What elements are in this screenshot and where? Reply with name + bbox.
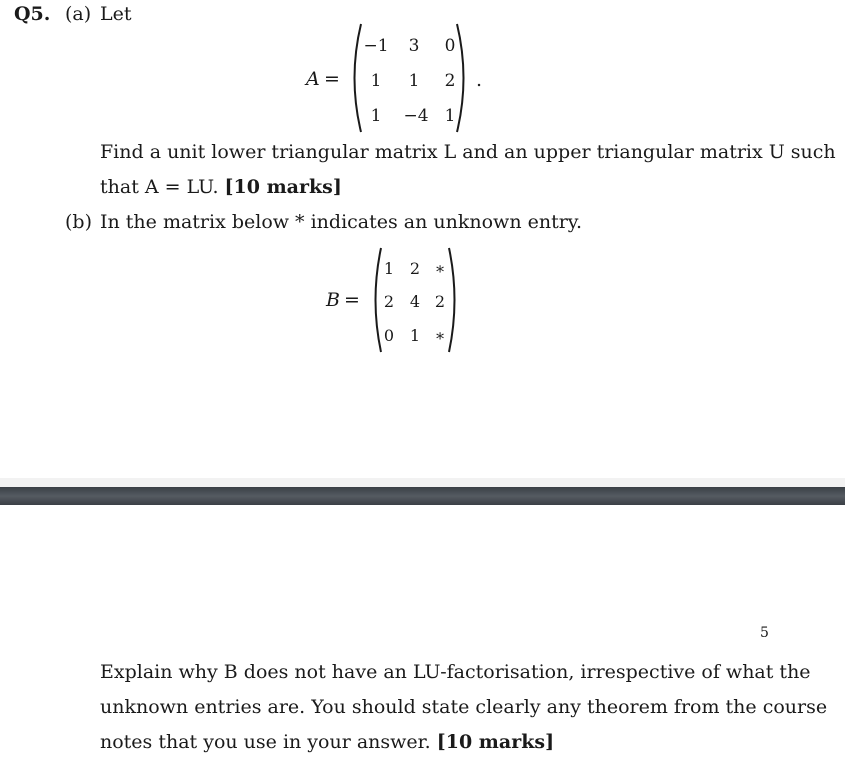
question-label: Q5.: [14, 3, 51, 25]
matrix-b-cell: 2: [434, 292, 446, 311]
matrix-a-cell: 1: [370, 106, 382, 126]
page-break-shadow: [0, 478, 845, 487]
matrix-b-equals: =: [344, 289, 360, 311]
matrix-a-equals: =: [324, 68, 340, 90]
part-b-explain-line3: [100, 731, 554, 753]
matrix-b-cell: 1: [383, 259, 395, 278]
part-b-explain-line1: Explain why B does not have an LU-factorisation, irrespective of what the: [100, 661, 811, 683]
matrix-a-cell: 1: [444, 106, 456, 126]
part-a-marks: [10 marks]: [224, 176, 342, 198]
matrix-a-cell: 0: [444, 36, 456, 56]
matrix-a-cell: −4: [403, 106, 429, 126]
matrix-b-cell: 2: [383, 292, 395, 311]
matrix-a-period: .: [476, 69, 483, 91]
part-b-label: (b): [65, 211, 92, 233]
matrix-b-cell: 2: [409, 259, 421, 278]
part-a-intro: Let: [100, 3, 132, 25]
part-a-find-line2: [100, 176, 342, 198]
part-b-explain-text: notes that you use in your answer.: [100, 731, 431, 753]
matrix-a-cell: 3: [408, 36, 420, 56]
matrix-b-cell: ∗: [434, 326, 446, 345]
part-b-explain-line2: unknown entries are. You should state clearly any theorem from the course: [100, 696, 828, 718]
page-number: 5: [760, 625, 769, 641]
part-a-find-text: that A = LU.: [100, 176, 219, 198]
matrix-a-cell: 1: [370, 71, 382, 91]
matrix-b-cell: 0: [383, 326, 395, 345]
matrix-a-name: A: [306, 68, 320, 90]
matrix-b-cell: 4: [409, 292, 421, 311]
matrix-a-cell: 2: [444, 71, 456, 91]
matrix-b-name: B: [326, 289, 340, 311]
matrix-a-cell: 1: [408, 71, 420, 91]
part-a-label: (a): [65, 3, 92, 25]
matrix-a-cell: −1: [363, 36, 389, 56]
page-break-divider: [0, 487, 845, 505]
matrix-b-cell: ∗: [434, 259, 446, 278]
part-b-intro: In the matrix below * indicates an unknown entry.: [100, 211, 583, 233]
part-b-marks: [10 marks]: [436, 731, 555, 753]
part-a-find-line1: Find a unit lower triangular matrix L and an upper triangular matrix U such: [100, 141, 836, 163]
matrix-b-cell: 1: [409, 326, 421, 345]
